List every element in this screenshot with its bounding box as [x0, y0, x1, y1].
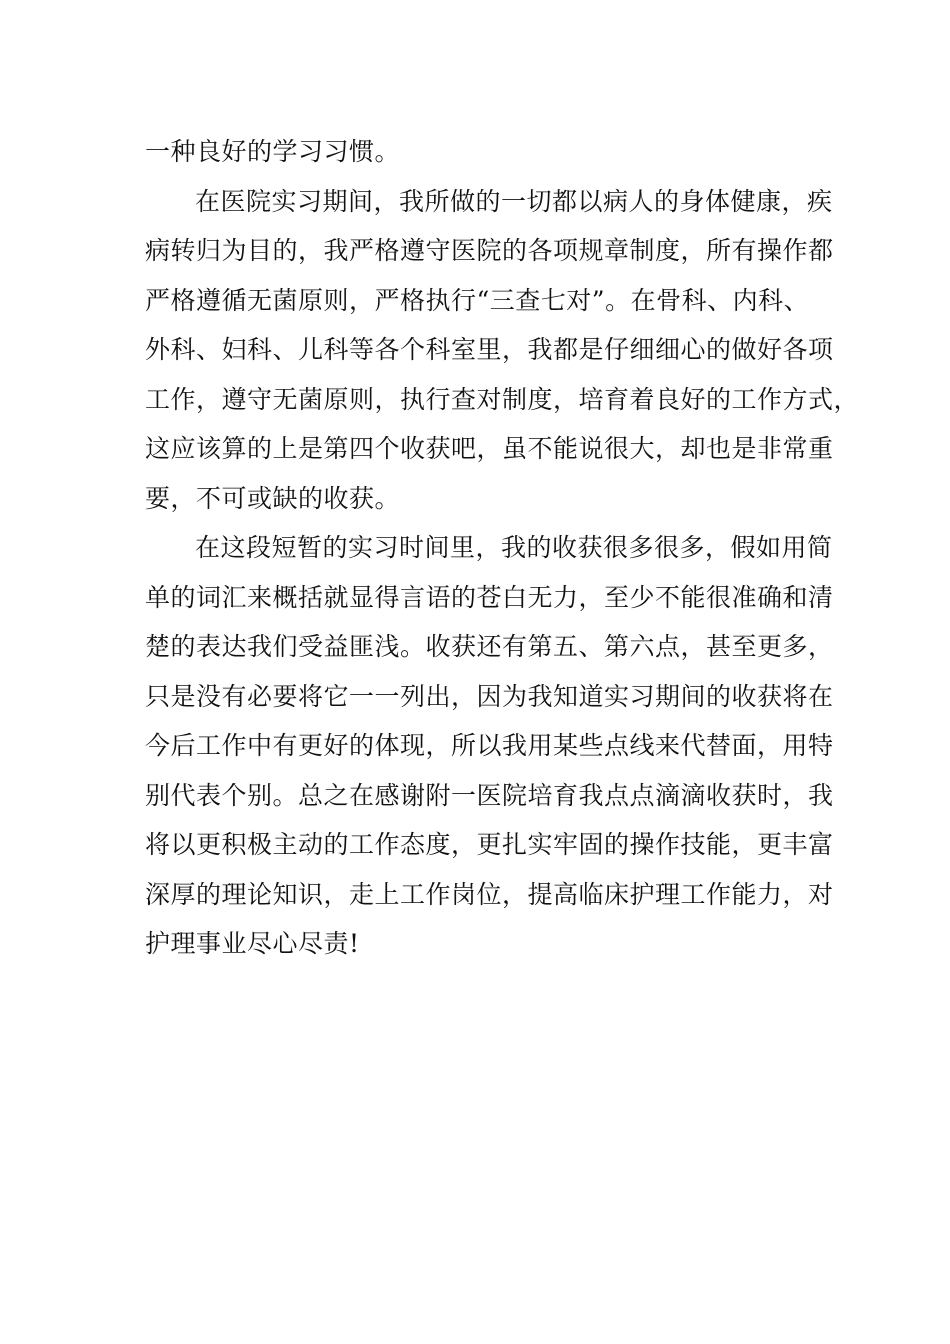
text-line: 别代表个别。总之在感谢附一医院培育我点点滴滴收获时，我	[145, 780, 834, 810]
text-line: 在医院实习期间，我所做的一切都以病人的身体健康，疾	[195, 186, 833, 216]
text-line: 将以更积极主动的工作态度，更扎实牢固的操作技能，更丰富	[145, 830, 834, 859]
text-line: 外科、妇科、儿科等各个科室里，我都是仔细细心的做好各项	[145, 335, 834, 364]
text-line: 严格遵循无菌原则，严格执行“三查七对”。在骨科、内科、	[145, 285, 810, 315]
text-line: 深厚的理论知识，走上工作岗位，提高临床护理工作能力，对	[145, 879, 834, 909]
text-line: 楚的表达我们受益匪浅。收获还有第五、第六点，甚至更多，	[145, 632, 834, 661]
text-line: 要，不可或缺的收获。	[145, 483, 401, 513]
text-line: 护理事业尽心尽责!	[145, 929, 360, 958]
document-body	[145, 127, 860, 969]
text-line: 这应该算的上是第四个收获吧，虽不能说很大，却也是非常重	[145, 434, 834, 463]
paragraph-2	[145, 177, 860, 524]
paragraph-3	[145, 523, 845, 969]
text-line: 工作，遵守无菌原则，执行查对制度，培育着良好的工作方式，	[145, 384, 860, 414]
text-line: 只是没有必要将它一一列出，因为我知道实习期间的收获将在	[145, 681, 834, 711]
text-line: 病转归为目的，我严格遵守医院的各项规章制度，所有操作都	[145, 236, 834, 265]
text-line: 在这段短暂的实习时间里，我的收获很多很多，假如用简	[195, 533, 833, 562]
text-line: 单的词汇来概括就显得言语的苍白无力，至少不能很准确和清	[145, 582, 834, 612]
text-line: 一种良好的学习习惯。	[145, 137, 401, 166]
paragraph-1	[145, 127, 845, 177]
text-line: 今后工作中有更好的体现，所以我用某些点线来代替面，用特	[145, 731, 834, 760]
